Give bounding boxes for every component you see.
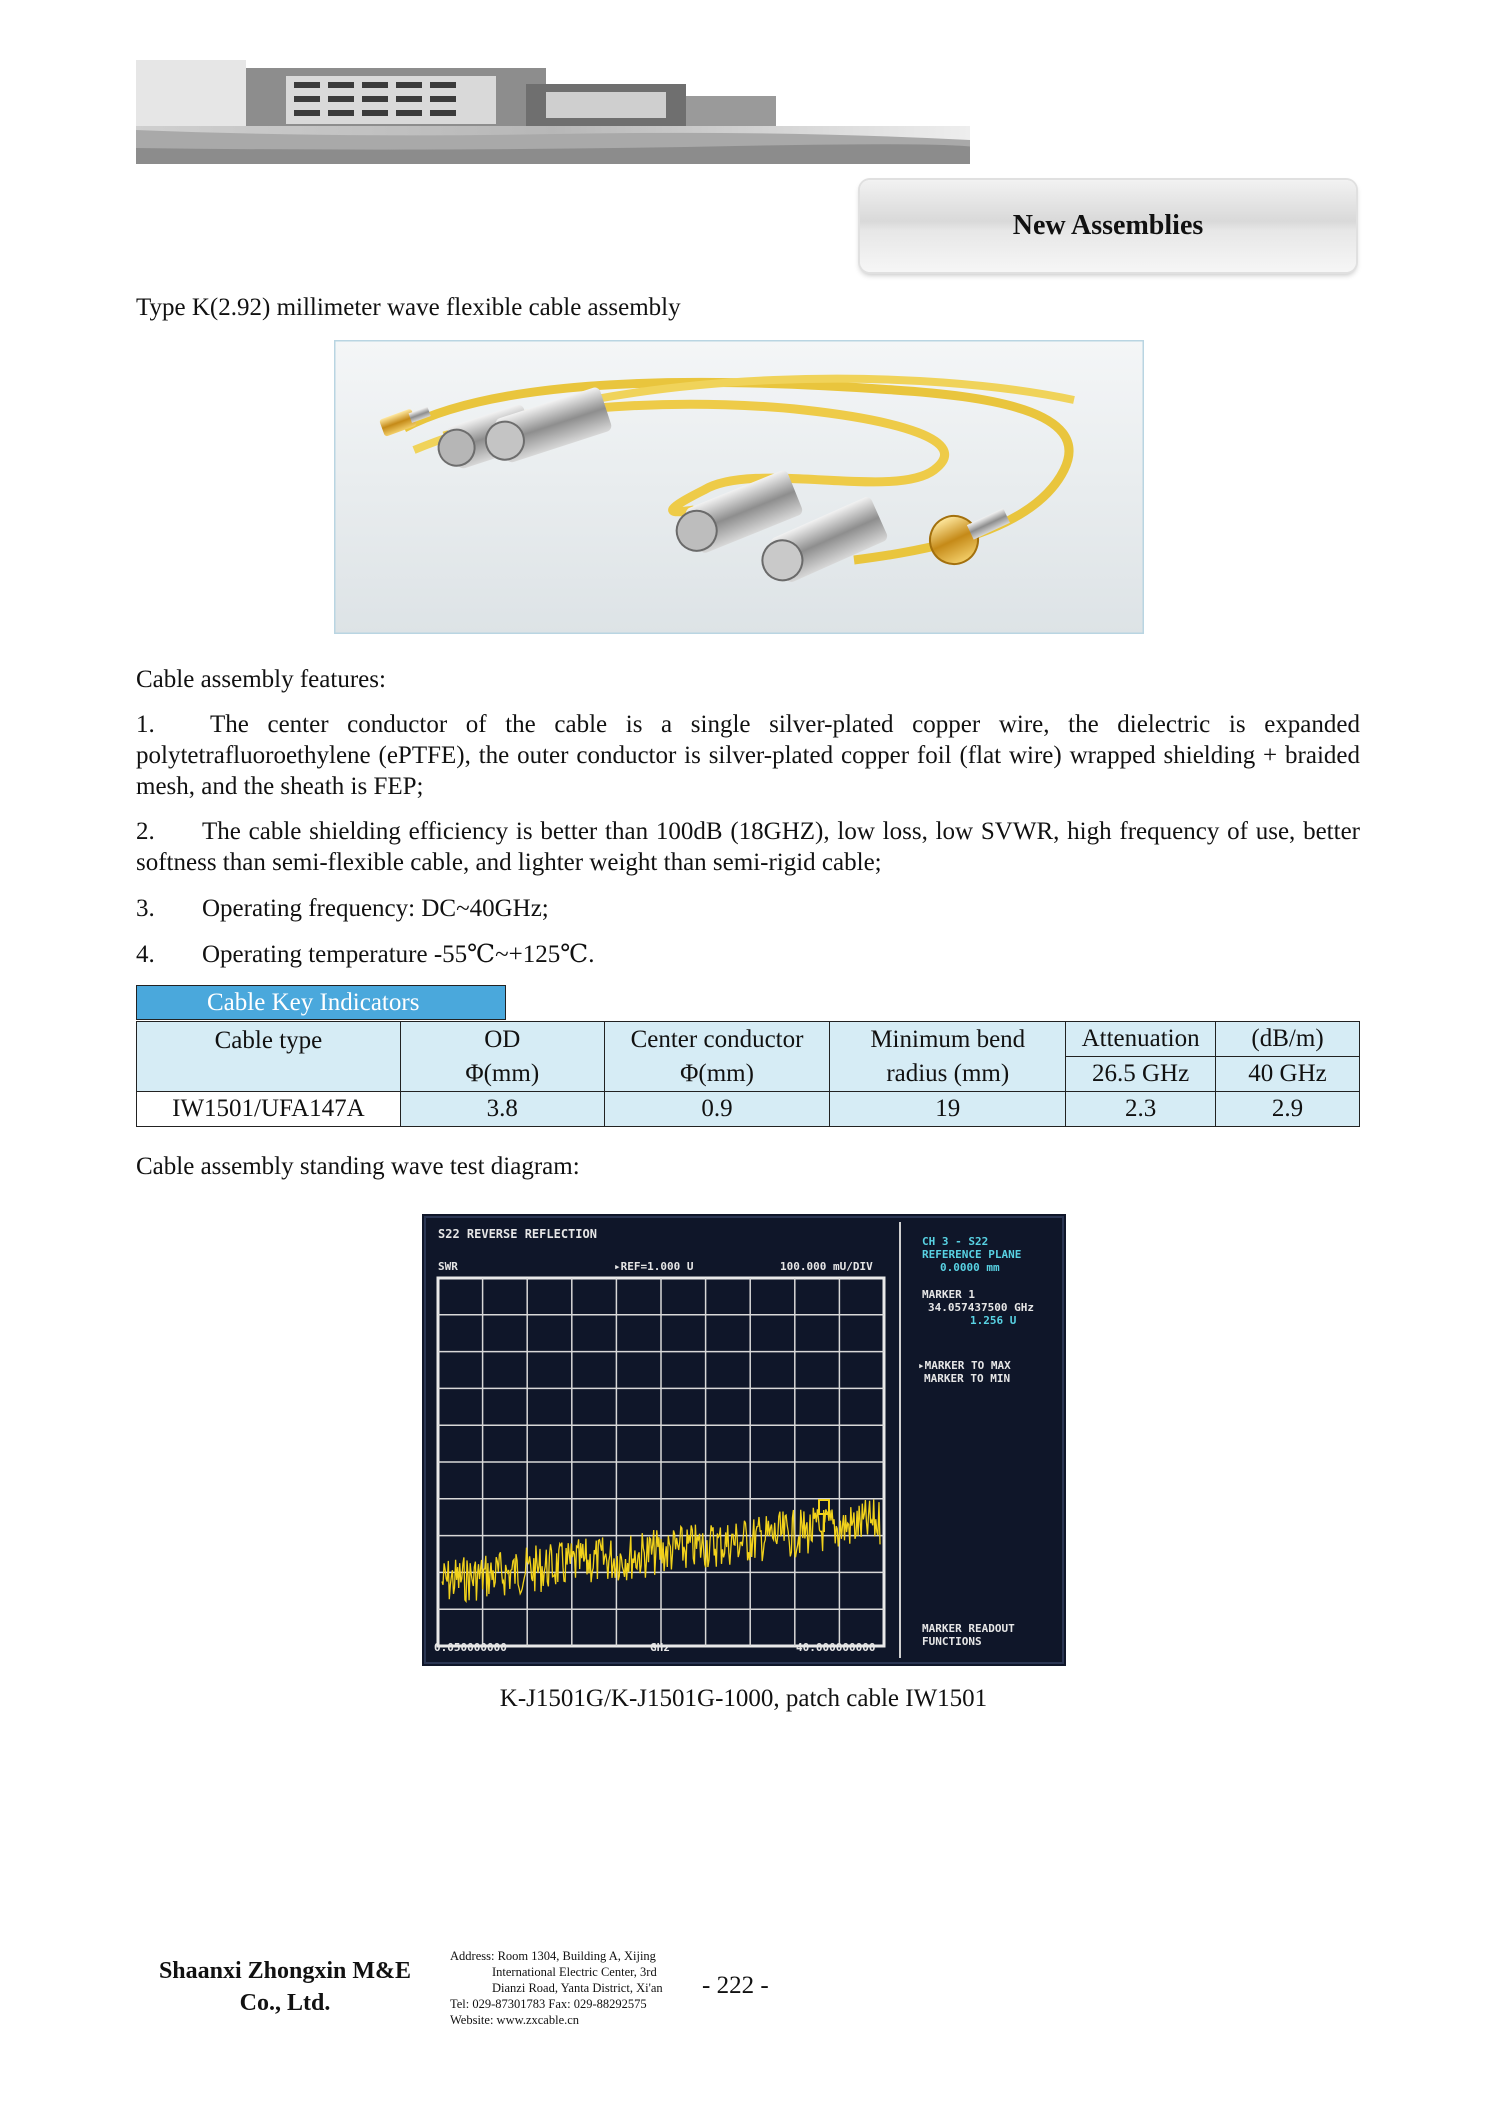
- panel-marker-value: 1.256 U: [970, 1314, 1017, 1327]
- header-attenuation: Attenuation: [1066, 1022, 1216, 1057]
- panel-reference-plane: REFERENCE PLANE: [922, 1248, 1022, 1261]
- header-bend-radius: [830, 1022, 1066, 1092]
- footer-tel-fax: Tel: 029-87301783 Fax: 029-88292575: [450, 1997, 647, 2011]
- header-center-conductor: [604, 1022, 830, 1092]
- section-tab: [860, 180, 1356, 272]
- feature-text: Operating frequency: DC~40GHz;: [202, 895, 549, 922]
- feature-number: 3.: [136, 895, 155, 922]
- screen-x-unit: GHz: [650, 1641, 670, 1654]
- feature-text: Operating temperature -55℃~+125℃.: [202, 941, 595, 968]
- header-freq-40: 40 GHz: [1216, 1057, 1360, 1092]
- cell-center-conductor: 0.9: [604, 1092, 830, 1127]
- product-title: Type K(2.92) millimeter wave flexible cable assembly: [136, 294, 681, 321]
- screen-start-freq: 0.050000000: [434, 1641, 507, 1654]
- cell-cable-type: IW1501/UFA147A: [137, 1092, 401, 1127]
- cell-att-40: 2.9: [1216, 1092, 1360, 1127]
- header-banner-image: [136, 60, 970, 164]
- cell-att-26-5: 2.3: [1066, 1092, 1216, 1127]
- header-bend-line2: radius (mm): [886, 1059, 1010, 1087]
- diagram-caption: K-J1501G/K-J1501G-1000, patch cable IW1501: [499, 1685, 988, 1712]
- screen-format: SWR: [438, 1260, 458, 1273]
- footer-contact: [450, 1948, 690, 2028]
- table-caption: Cable Key Indicators: [136, 985, 506, 1020]
- footer-address-2: International Electric Center, 3rd: [492, 1965, 657, 1979]
- footer-address-1: Address: Room 1304, Building A, Xijing: [450, 1949, 656, 1963]
- menu-marker-to-min: MARKER TO MIN: [924, 1372, 1011, 1385]
- screen-reference: ▸REF=1.000 U: [614, 1260, 694, 1273]
- feature-item: [136, 939, 1360, 970]
- header-od-line2: Φ(mm): [465, 1059, 540, 1087]
- vswr-analyzer-screen: [422, 1214, 1066, 1666]
- menu-marker-to-max: ▸MARKER TO MAX: [918, 1359, 1011, 1372]
- panel-reference-value: 0.0000 mm: [940, 1261, 1000, 1274]
- header-od-line1: OD: [484, 1025, 521, 1053]
- product-photo: [334, 340, 1144, 634]
- cable-indicators-table: [136, 1021, 1360, 1127]
- panel-channel: CH 3 - S22: [922, 1235, 989, 1248]
- screen-stop-freq: 40.000000000: [796, 1641, 876, 1654]
- menu-marker-readout: MARKER READOUT: [922, 1622, 1015, 1635]
- header-bend-line1: Minimum bend: [870, 1025, 1026, 1053]
- cell-bend-radius: 19: [830, 1092, 1066, 1127]
- header-cc-line1: Center conductor: [630, 1025, 804, 1053]
- company-name: [140, 1955, 430, 2019]
- diagram-heading: Cable assembly standing wave test diagram:: [136, 1153, 580, 1180]
- page-number: - 222 -: [702, 1972, 769, 1999]
- feature-text: The center conductor of the cable is a single silver-plated copper wire, the dielectric is expanded polytetrafluoroethylene (ePTFE), the outer conductor is silver-plated copper foil (flat wire) wrapped shielding + braided mesh, and the sheath is FEP;: [136, 711, 1360, 800]
- footer-website: Website: www.zxcable.cn: [450, 2013, 580, 2027]
- screen-scale: 100.000 mU/DIV: [780, 1260, 873, 1273]
- company-name-line1: Shaanxi Zhongxin M&E: [158, 1958, 412, 1984]
- section-title: New Assemblies: [1012, 210, 1204, 241]
- panel-marker-freq: 34.057437500 GHz: [928, 1301, 1034, 1314]
- footer-address-3: Dianzi Road, Yanta District, Xi'an: [492, 1981, 663, 1995]
- menu-functions: FUNCTIONS: [922, 1635, 982, 1648]
- header-cc-line2: Φ(mm): [680, 1059, 754, 1087]
- features-heading: Cable assembly features:: [136, 666, 386, 693]
- header-od: [400, 1022, 604, 1092]
- header-freq-26-5: 26.5 GHz: [1066, 1057, 1216, 1092]
- cell-od: 3.8: [400, 1092, 604, 1127]
- feature-number: 4.: [136, 941, 155, 968]
- header-attenuation-unit: (dB/m): [1216, 1022, 1360, 1057]
- header-cable-type: Cable type: [137, 1022, 401, 1092]
- feature-number: 1.: [136, 711, 155, 738]
- feature-item: [136, 893, 1360, 924]
- feature-item: [136, 816, 1360, 878]
- company-name-line2: Co., Ltd.: [239, 1990, 331, 2016]
- feature-text: The cable shielding efficiency is better than 100dB (18GHZ), low loss, low SVWR, high frequency of use, better softness than semi-flexible cable, and lighter weight than semi-rigid cable;: [136, 818, 1360, 876]
- screen-title: S22 REVERSE REFLECTION: [438, 1227, 597, 1241]
- feature-number: 2.: [136, 818, 155, 845]
- feature-item: [136, 709, 1360, 802]
- table-row: [137, 1092, 1360, 1127]
- panel-marker-label: MARKER 1: [922, 1288, 975, 1301]
